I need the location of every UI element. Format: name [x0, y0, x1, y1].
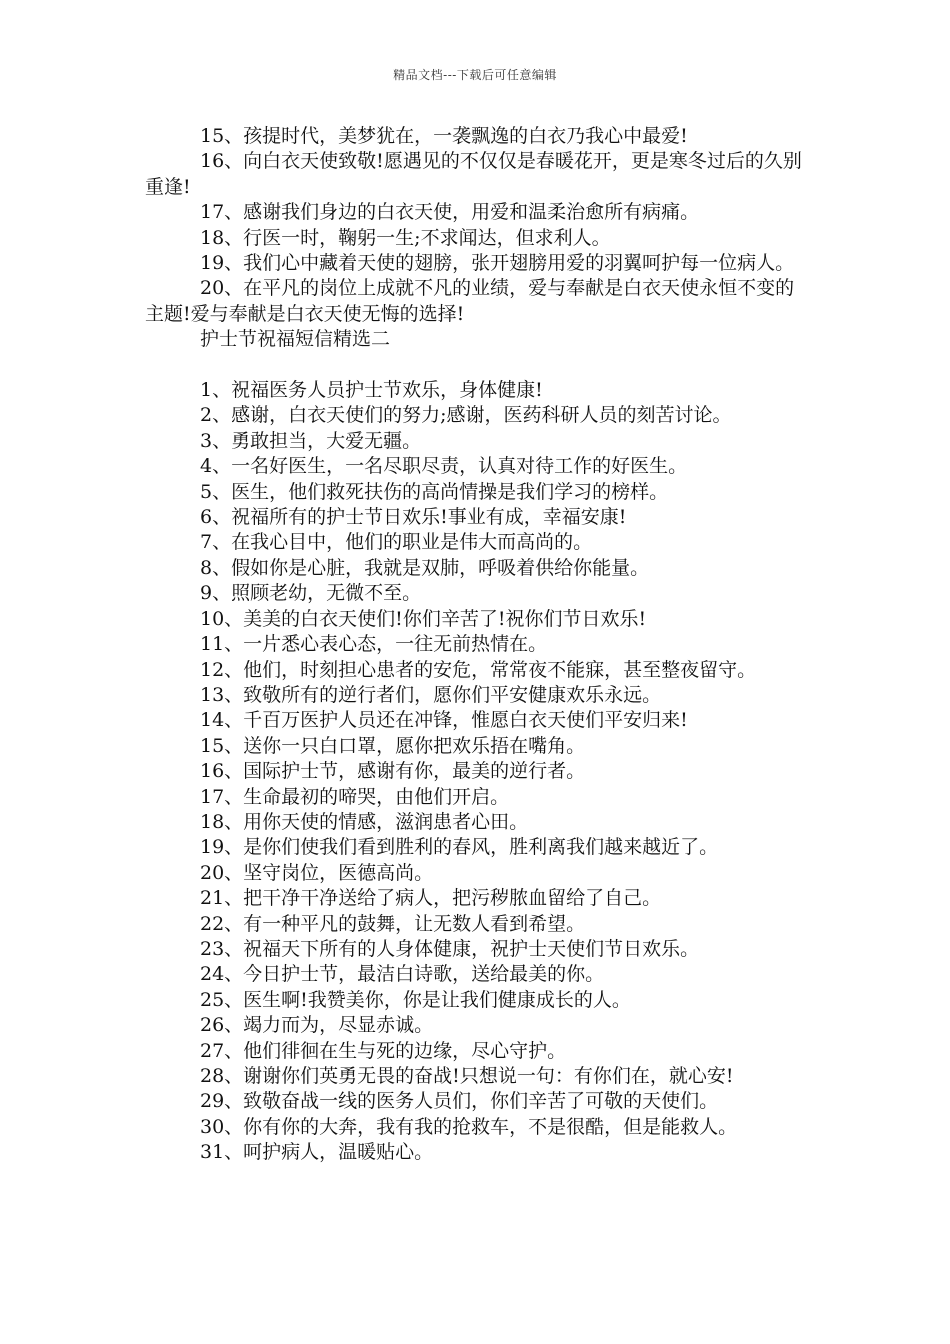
- list-item: 2、感谢，白衣天使们的努力;感谢，医药科研人员的刻苦讨论。: [200, 404, 732, 427]
- list-item: 15、孩提时代，美梦犹在，一袭飘逸的白衣乃我心中最爱!: [200, 125, 688, 147]
- list-item: 29、致敬奋战一线的医务人员们，你们辛苦了可敬的天使们。: [200, 1090, 719, 1113]
- list-item: 15、送你一只白口罩，愿你把欢乐捂在嘴角。: [200, 734, 586, 757]
- list-item: 4、一名好医生，一名尽职尽责，认真对待工作的好医生。: [200, 455, 688, 478]
- list-item: 22、有一种平凡的鼓舞，让无数人看到希望。: [200, 912, 586, 935]
- list-item: 18、行医一时，鞠躬一生;不求闻达，但求利人。: [200, 226, 611, 249]
- list-item: 16、国际护士节，感谢有你，最美的逆行者。: [200, 760, 586, 783]
- list-item: 30、你有你的大奔，我有我的抢救车，不是很酷，但是能救人。: [200, 1115, 738, 1138]
- list-item: 3、勇敢担当，大爱无疆。: [200, 429, 422, 452]
- list-item: 26、竭力而为，尽显赤诚。: [200, 1014, 434, 1037]
- list-item: 24、今日护士节，最洁白诗歌，送给最美的你。: [200, 963, 605, 986]
- document-body: [145, 124, 810, 1166]
- list-item: 27、他们徘徊在生与死的边缘，尽心守护。: [200, 1039, 567, 1062]
- list-item: 9、照顾老幼，无微不至。: [200, 582, 422, 605]
- list-item: 10、美美的白衣天使们!你们辛苦了!祝你们节日欢乐!: [200, 607, 647, 630]
- list-item: 19、是你们使我们看到胜利的春风，胜利离我们越来越近了。: [200, 836, 719, 859]
- list-item: 7、在我心目中，他们的职业是伟大而高尚的。: [200, 531, 593, 554]
- list-item: 21、把干净干净送给了病人，把污秽脓血留给了自己。: [200, 887, 662, 910]
- list-item: 17、生命最初的啼哭，由他们开启。: [200, 785, 510, 808]
- list-item: 12、他们，时刻担心患者的安危，常常夜不能寐，甚至整夜留守。: [200, 658, 757, 681]
- page-header: 精品文档---下载后可任意编辑: [393, 68, 557, 82]
- list-item: 19、我们心中藏着天使的翅膀，张开翅膀用爱的羽翼呵护每一位病人。: [200, 252, 795, 275]
- list-item: 23、祝福天下所有的人身体健康，祝护士天使们节日欢乐。: [200, 937, 700, 960]
- list-item: 13、致敬所有的逆行者们，愿你们平安健康欢乐永远。: [200, 683, 662, 706]
- list-item: 18、用你天使的情感，滋润患者心田。: [200, 810, 529, 833]
- list-item: 5、医生，他们救死扶伤的高尚情操是我们学习的榜样。: [200, 480, 669, 503]
- list-item: 20、在平凡的岗位上成就不凡的业绩，爱与奉献是白衣天使永恒不变的主题!爱与奉献是白衣天使无悔的选择!: [145, 277, 795, 325]
- list-item: 16、向白衣天使致敬!愿遇见的不仅仅是春暖花开，更是寒冬过后的久别重逢!: [145, 150, 802, 198]
- list-item: 17、感谢我们身边的白衣天使，用爱和温柔治愈所有病痛。: [200, 201, 700, 224]
- list-item: 20、坚守岗位，医德高尚。: [200, 861, 434, 884]
- list-item: 31、呵护病人，温暖贴心。: [200, 1141, 434, 1164]
- list-item: 8、假如你是心脏，我就是双肺，呼吸着供给你能量。: [200, 556, 650, 579]
- list-item: 28、谢谢你们英勇无畏的奋战!只想说一句：有你们在，就心安!: [200, 1065, 734, 1088]
- section-title: 护士节祝福短信精选二: [200, 328, 391, 351]
- list-item: 11、一片悉心表心态，一往无前热情在。: [200, 633, 548, 656]
- list-item: 1、祝福医务人员护士节欢乐，身体健康!: [200, 379, 543, 402]
- blank-line: [145, 353, 810, 378]
- list-item: 25、医生啊!我赞美你，你是让我们健康成长的人。: [200, 988, 631, 1011]
- list-item: 6、祝福所有的护士节日欢乐!事业有成，幸福安康!: [200, 506, 627, 529]
- list-item: 14、千百万医护人员还在冲锋，惟愿白衣天使们平安归来!: [200, 709, 688, 732]
